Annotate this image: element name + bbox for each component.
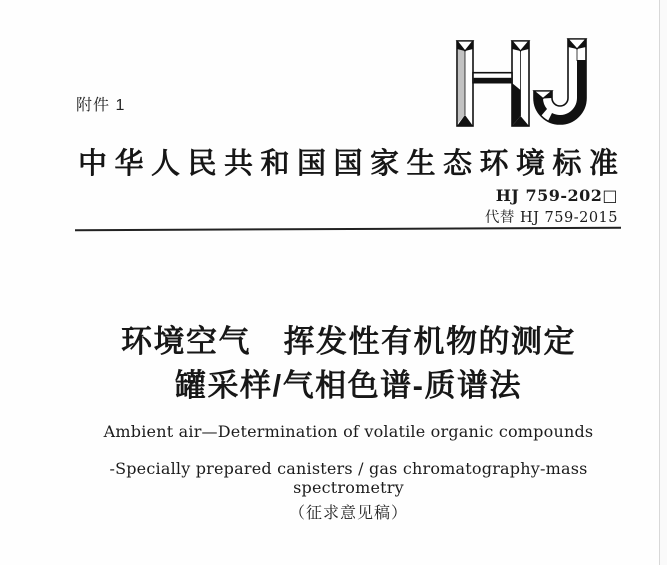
standard-number: HJ 759-202□ <box>495 186 618 205</box>
header-rule <box>75 227 621 231</box>
hj-logo-icon <box>450 28 590 130</box>
draft-note: （征求意见稿） <box>288 505 408 522</box>
scan-edge-line <box>659 0 660 565</box>
title-cn-line1: 环境空气 挥发性有机物的测定 <box>121 324 576 359</box>
title-en-line1: Ambient air—Determination of volatile organic compounds <box>103 422 594 441</box>
scan-edge-band <box>660 0 667 565</box>
title-en-line2: -Specially prepared canisters / gas chromatography-mass spectrometry <box>109 459 588 497</box>
title-cn-line2: 罐采样/气相色谱-质谱法 <box>175 368 522 403</box>
replaces-note: 代替 HJ 759-2015 <box>484 210 618 226</box>
standard-org-title: 中华人民共和国国家生态环境标准 <box>78 146 626 180</box>
attachment-label: 附件 1 <box>76 97 126 114</box>
